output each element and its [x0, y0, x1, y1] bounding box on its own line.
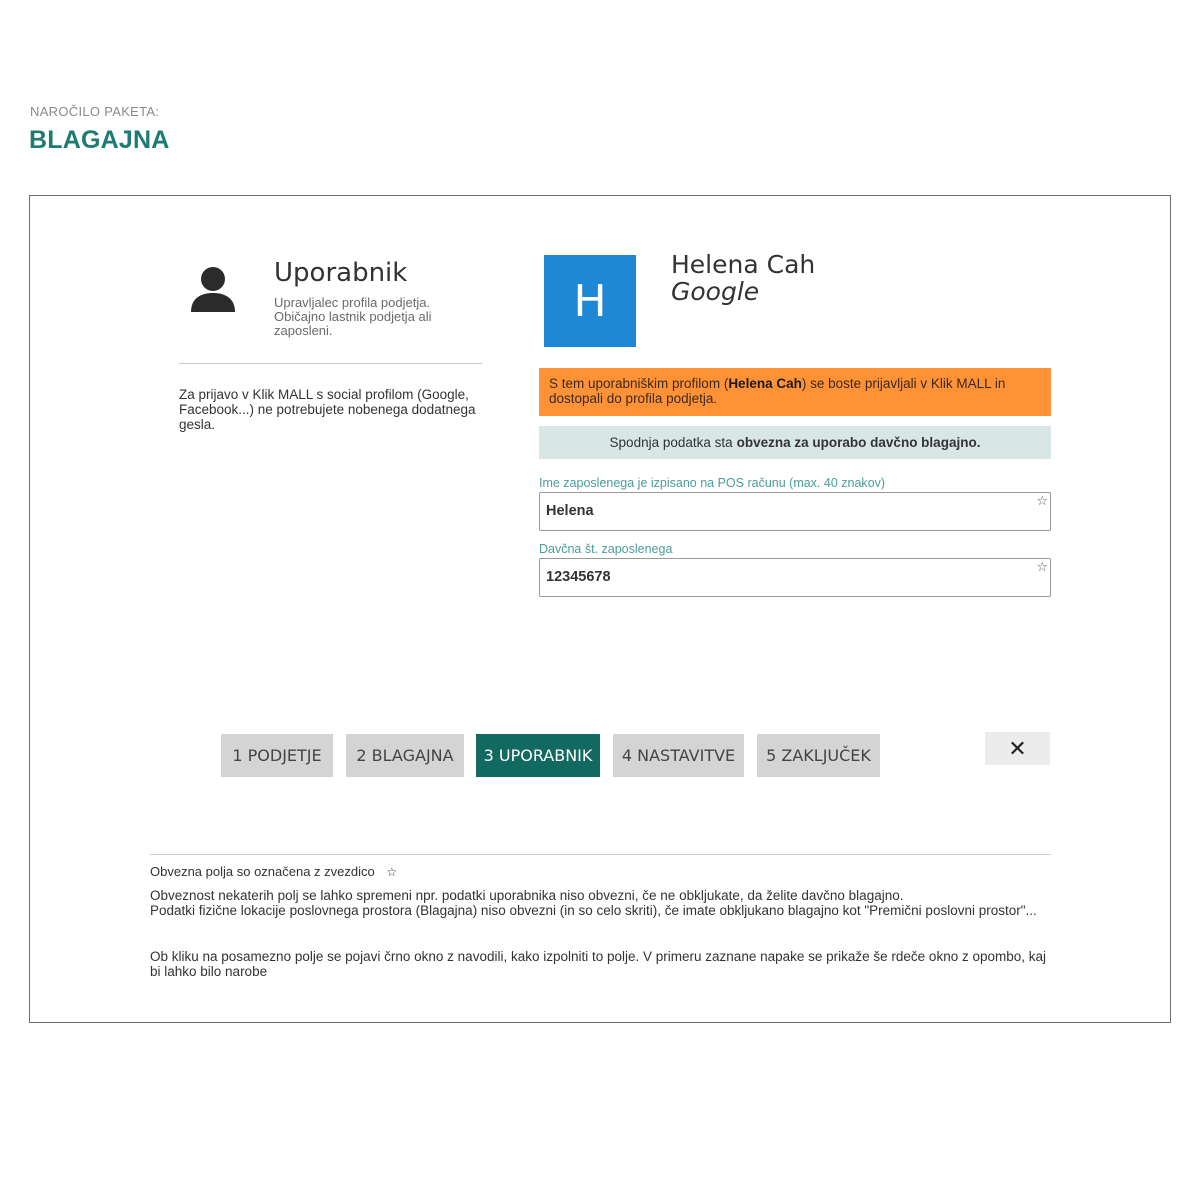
- profile-provider: Google: [671, 277, 760, 306]
- info-text: Spodnja podatka sta: [609, 435, 733, 450]
- step-uporabnik[interactable]: 3 UPORABNIK: [476, 734, 600, 777]
- note-paragraph: Ob kliku na posamezno polje se pojavi črno okno z navodili, kako izpolniti to polje. V primeru zaznane napake se prikaže še rdeče okno z opombo, kaj bi lahko bilo narobe: [150, 949, 1047, 979]
- wizard-card: [29, 195, 1171, 1023]
- step-zakljucek[interactable]: 5 ZAKLJUČEK: [757, 734, 880, 777]
- close-icon: ✕: [1008, 735, 1027, 761]
- user-heading: Uporabnik: [274, 258, 408, 288]
- required-data-info: [539, 426, 1051, 459]
- alert-text-before: S tem uporabniškim profilom (: [549, 376, 729, 391]
- step-blagajna[interactable]: 2 BLAGAJNA: [346, 734, 464, 777]
- user-silhouette-icon: [187, 264, 239, 316]
- tax-number-field[interactable]: [539, 558, 1051, 597]
- tax-number-input[interactable]: [540, 559, 1016, 595]
- note-paragraph: Obveznost nekaterih polj se lahko spremeni npr. podatki uporabnika niso obvezni, če ne obkljukate, da želite davčno blagajno.: [150, 888, 904, 903]
- notes-divider: [150, 854, 1051, 855]
- alert-name: Helena Cah: [728, 376, 802, 391]
- social-login-info: Za prijavo v Klik MALL s social profilom (Google, Facebook...) ne potrebujete nobenega dodatnega gesla.: [179, 387, 476, 432]
- required-note-text: Obvezna polja so označena z zvezdico: [150, 864, 375, 879]
- step-nastavitve[interactable]: 4 NASTAVITVE: [613, 734, 744, 777]
- note-paragraph: Podatki fizične lokacije poslovnega prostora (Blagajna) niso obvezni (in so celo skriti), če imate obkljukano blagajno kot "Premični poslovni prostor"...: [150, 903, 1037, 918]
- avatar: H: [544, 255, 636, 347]
- step-podjetje[interactable]: 1 PODJETJE: [221, 734, 333, 777]
- star-icon: ☆: [1036, 559, 1048, 574]
- employee-name-label: Ime zaposlenega je izpisano na POS računu (max. 40 znakov): [539, 476, 886, 490]
- tax-number-label: Davčna št. zaposlenega: [539, 542, 673, 556]
- profile-name: Helena Cah: [671, 250, 816, 279]
- alert-text-after: ) se boste prijavljali v Klik MALL in dostopali do profila podjetja.: [549, 376, 1006, 406]
- star-icon: ☆: [386, 865, 398, 879]
- employee-name-input[interactable]: [540, 493, 1016, 529]
- close-button[interactable]: [985, 732, 1050, 765]
- employee-name-field[interactable]: [539, 492, 1051, 531]
- info-bold: obvezna za uporabo davčno blagajno.: [736, 435, 981, 450]
- login-profile-alert: [539, 368, 1051, 416]
- order-subtitle: NAROČILO PAKETA:: [30, 104, 160, 119]
- page-title: BLAGAJNA: [29, 126, 170, 154]
- left-divider: [179, 363, 482, 364]
- user-description: Upravljalec profila podjetja. Običajno lastnik podjetja ali zaposleni.: [274, 295, 432, 338]
- star-icon: ☆: [1036, 493, 1048, 508]
- required-fields-note: [150, 864, 397, 879]
